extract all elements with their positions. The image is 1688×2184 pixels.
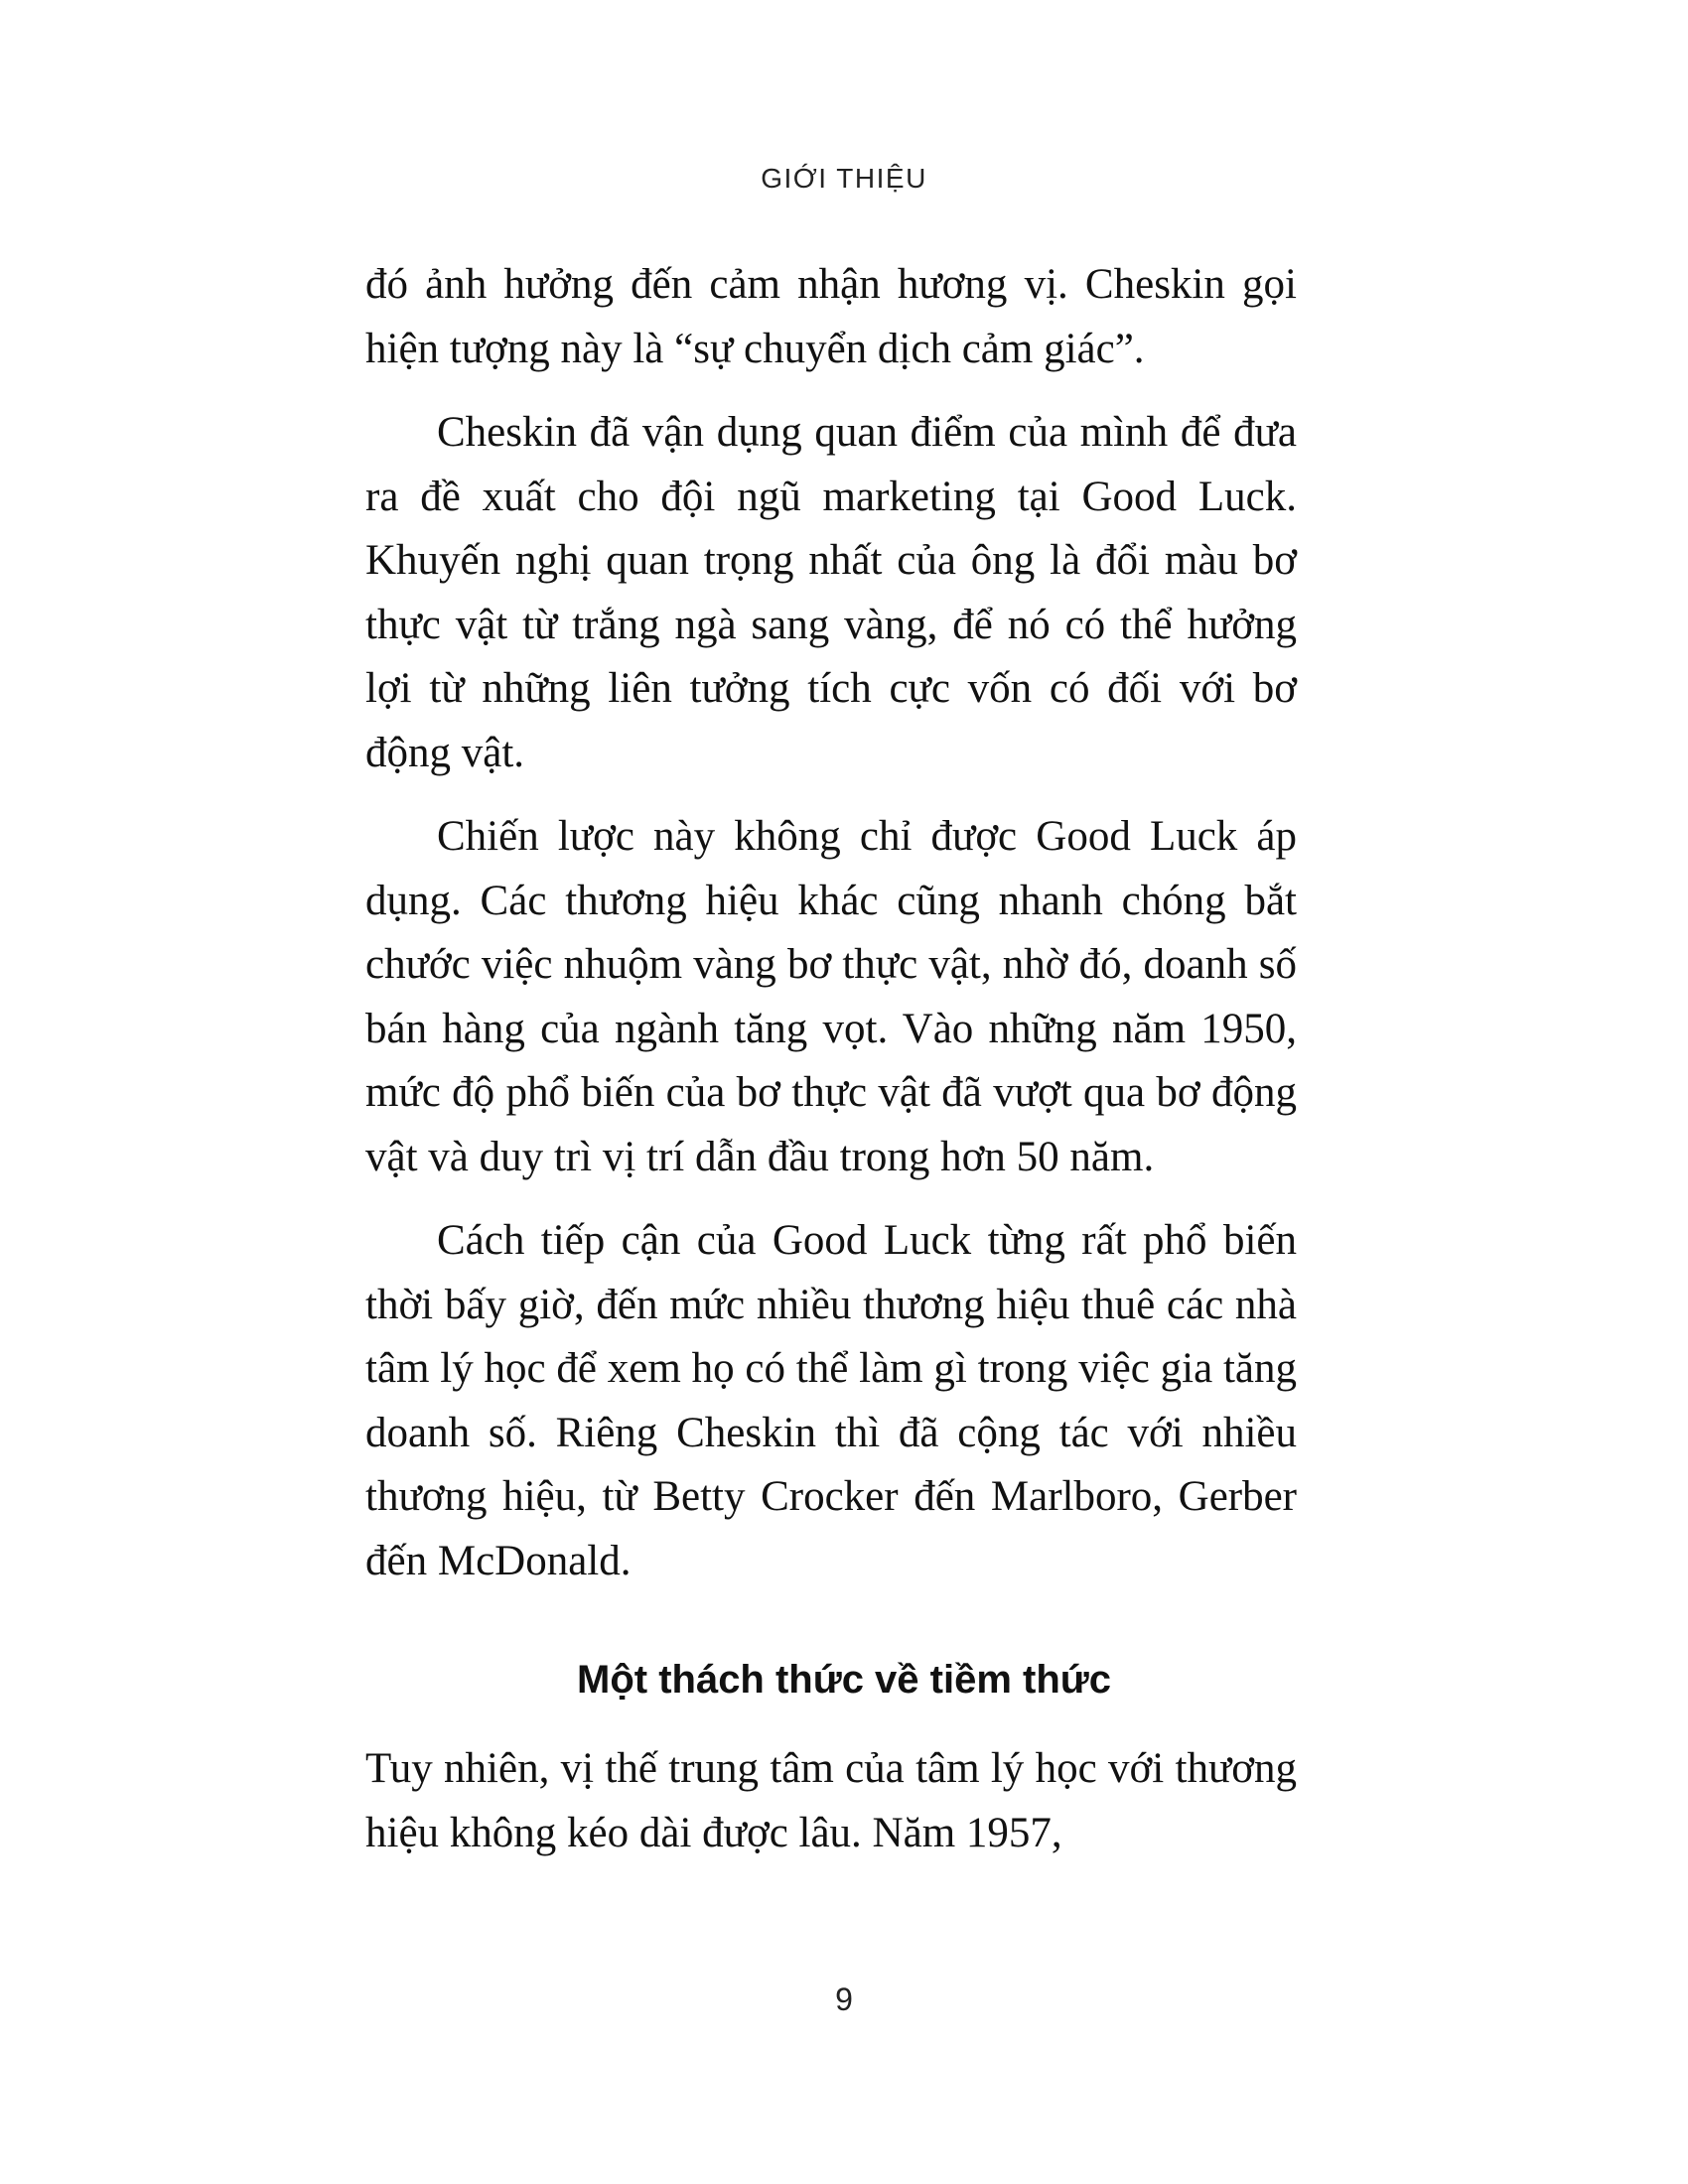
running-head: GIỚI THIỆU — [761, 163, 927, 194]
paragraph: Cheskin đã vận dụng quan điểm của mình để đưa ra đề xuất cho đội ngũ marketing tại Good Luck. Khuyến nghị quan trọng nhất của ông là đổi màu bơ thực vật từ trắng ngà sang vàng, để nó có thể hưởng lợi từ những liên tưởng tích cực vốn có đối với bơ động vật. — [365, 409, 1297, 776]
page-number: 9 — [835, 1981, 853, 2017]
paragraph: Cách tiếp cận của Good Luck từng rất phổ biến thời bấy giờ, đến mức nhiều thương hiệu thuê các nhà tâm lý học để xem họ có thể làm gì trong việc gia tăng doanh số. Riêng Cheskin thì đã cộng tác với nhiều thương hiệu, từ Betty Crocker đến Marlboro, Gerber đến McDonald. — [365, 1217, 1297, 1584]
section-body-text — [365, 1737, 1297, 1885]
section-heading: Một thách thức về tiềm thức — [577, 1658, 1111, 1702]
body-text — [365, 253, 1297, 1613]
paragraph: Chiến lược này không chỉ được Good Luck áp dụng. Các thương hiệu khác cũng nhanh chóng bắt chước việc nhuộm vàng bơ thực vật, nhờ đó, doanh số bán hàng của ngành tăng vọt. Vào những năm 1950, mức độ phổ biến của bơ thực vật đã vượt qua bơ động vật và duy trì vị trí dẫn đầu trong hơn 50 năm. — [365, 813, 1297, 1180]
paragraph-continued: đó ảnh hưởng đến cảm nhận hương vị. Cheskin gọi hiện tượng này là “sự chuyển dịch cảm giác”. — [365, 261, 1297, 372]
section-paragraph: Tuy nhiên, vị thế trung tâm của tâm lý học với thương hiệu không kéo dài được lâu. Năm 1957, — [365, 1745, 1297, 1856]
